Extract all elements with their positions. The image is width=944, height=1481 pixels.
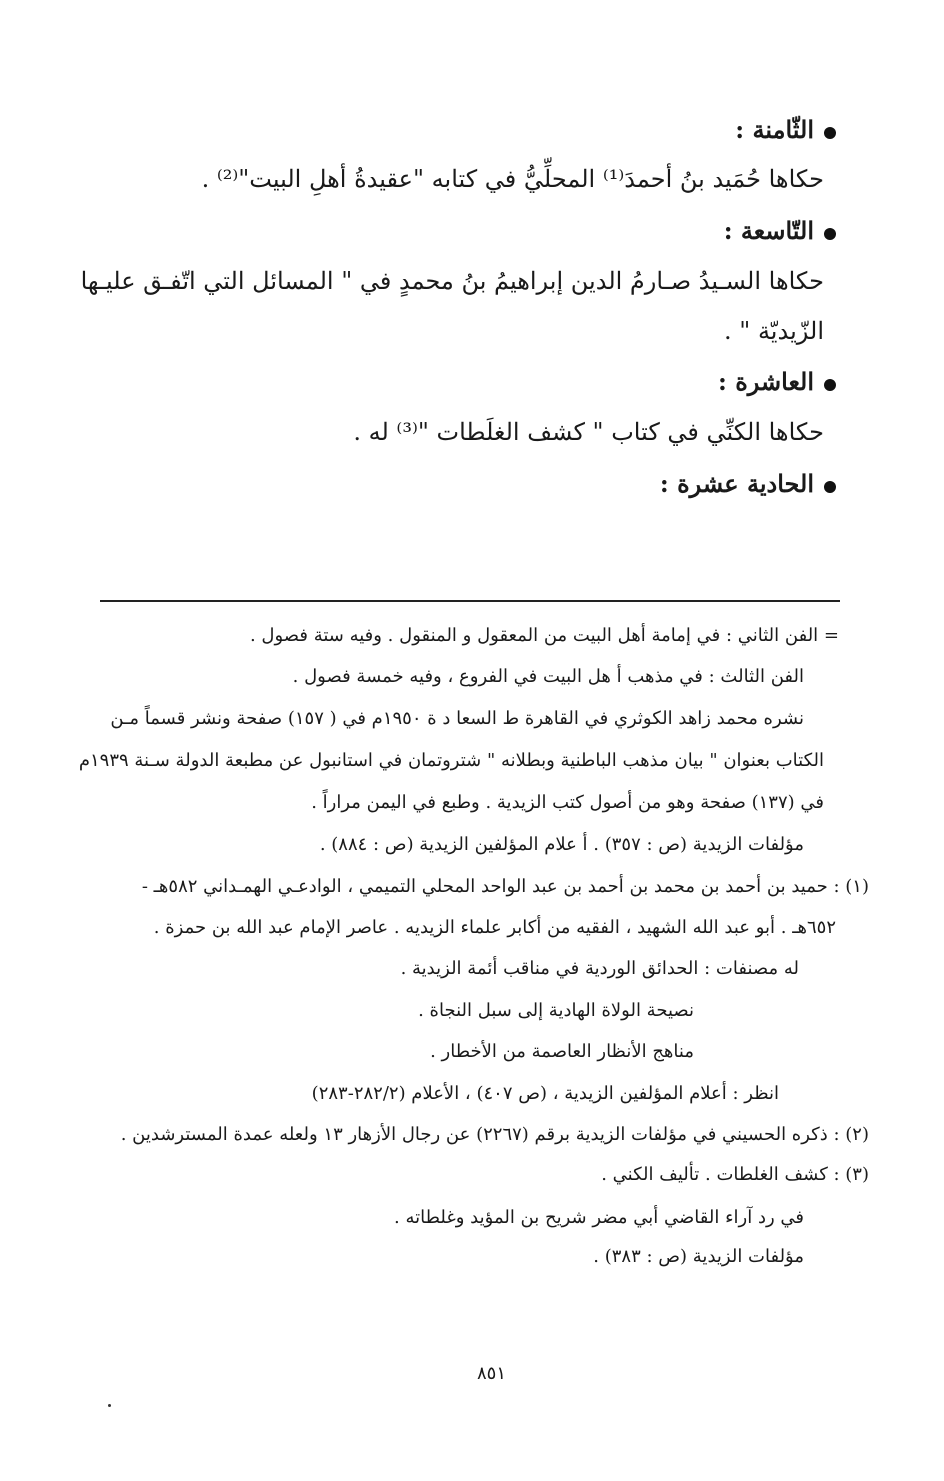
section-text: حكاها حُمَيد بنُ أحمدَ⁽¹⁾ المحلِّيُّ في كتابه "عقيدةُ أهلِ البيت"⁽²⁾ . (201, 165, 824, 193)
footnote-line: ٦٥٢هـ . أبو عبد الله الشهيد ، الفقيه من أكابر علماء الزيديه . عاصر الإمام عبد الله بن حمزة . (153, 917, 836, 938)
bullet-icon (824, 379, 836, 391)
section-heading: الثّامنة : (735, 115, 814, 144)
footnote-line: في (١٣٧) صفحة وهو من أصول كتب الزيدية . وطبع في اليمن مراراً . (311, 792, 824, 813)
section-heading: العاشرة : (717, 367, 814, 396)
bullet-icon (824, 127, 836, 139)
footnote-line: الفن الثالث : في مذهب أ هل البيت في الفروع ، وفيه خمسة فصول . (292, 666, 804, 687)
footnote-line: مؤلفات الزيدية (ص : ٣٥٧) . أ علام المؤلفين الزيدية (ص : ٨٨٤) . (319, 834, 804, 855)
footnote-line: = الفن الثاني : في إمامة أهل البيت من المعقول و المنقول . وفيه ستة فصول . (249, 625, 839, 646)
bullet-icon (824, 481, 836, 493)
section-heading: التّاسعة : (723, 216, 814, 245)
section-heading: الحادية عشرة : (659, 469, 814, 498)
footnote-line: انظر : أعلام المؤلفين الزيدية ، (ص ٤٠٧) ، الأعلام (٢٨٢/٢-٢٨٣) (311, 1083, 779, 1104)
section-text: الزّيديّة " . (724, 317, 824, 345)
section-text: حكاها الكنِّي في كتاب " كشف الغلَطات "⁽³⁾ له . (353, 418, 824, 446)
footnote-line: نصيحة الولاة الهادية إلى سبل النجاة . (418, 1000, 694, 1021)
footnote-line: مناهج الأنظار العاصمة من الأخطار . (430, 1041, 694, 1062)
footnote-line: مؤلفات الزيدية (ص : ٣٨٣) . (593, 1246, 804, 1267)
footnote-line: (٢) : ذكره الحسيني في مؤلفات الزيدية برقم (٢٢٦٧) عن رجال الأزهار ١٣ ولعله عمدة المسترشدين . (120, 1124, 869, 1145)
footnote-line: في رد آراء القاضي أبي مضر شريح بن المؤيد وغلطاته . (394, 1207, 804, 1228)
bullet-icon (824, 228, 836, 240)
footnote-line: (٣) : كشف الغلطات . تأليف الكني . (601, 1164, 869, 1185)
footnote-line: له مصنفات : الحدائق الوردية في مناقب أئمة الزيدية . (400, 958, 799, 979)
page-number: ٨٥١ (476, 1363, 506, 1384)
section-text: حكاها السـيدُ صـارمُ الدين إبراهيمُ بنُ محمدٍ في " المسائل التي اتّفـق عليـها (80, 267, 824, 295)
footnote-line: نشره محمد زاهد الكوثري في القاهرة ط السعا د ة ١٩٥٠م في ( ١٥٧) صفحة ونشر قسماً مـن (110, 708, 804, 729)
scan-mark (108, 1404, 111, 1407)
footnote-separator (100, 600, 840, 602)
footnote-line: (١) : حميد بن أحمد بن محمد بن أحمد بن عبد الواحد المحلي التميمي ، الوادعـي الهمـداني ٥٨٢هـ - (141, 876, 869, 897)
footnote-line: الكتاب بعنوان " بيان مذهب الباطنية وبطلانه " شتروتمان في استانبول عن مطبعة الدولة سـنة ١٩٣٩م (78, 750, 824, 771)
